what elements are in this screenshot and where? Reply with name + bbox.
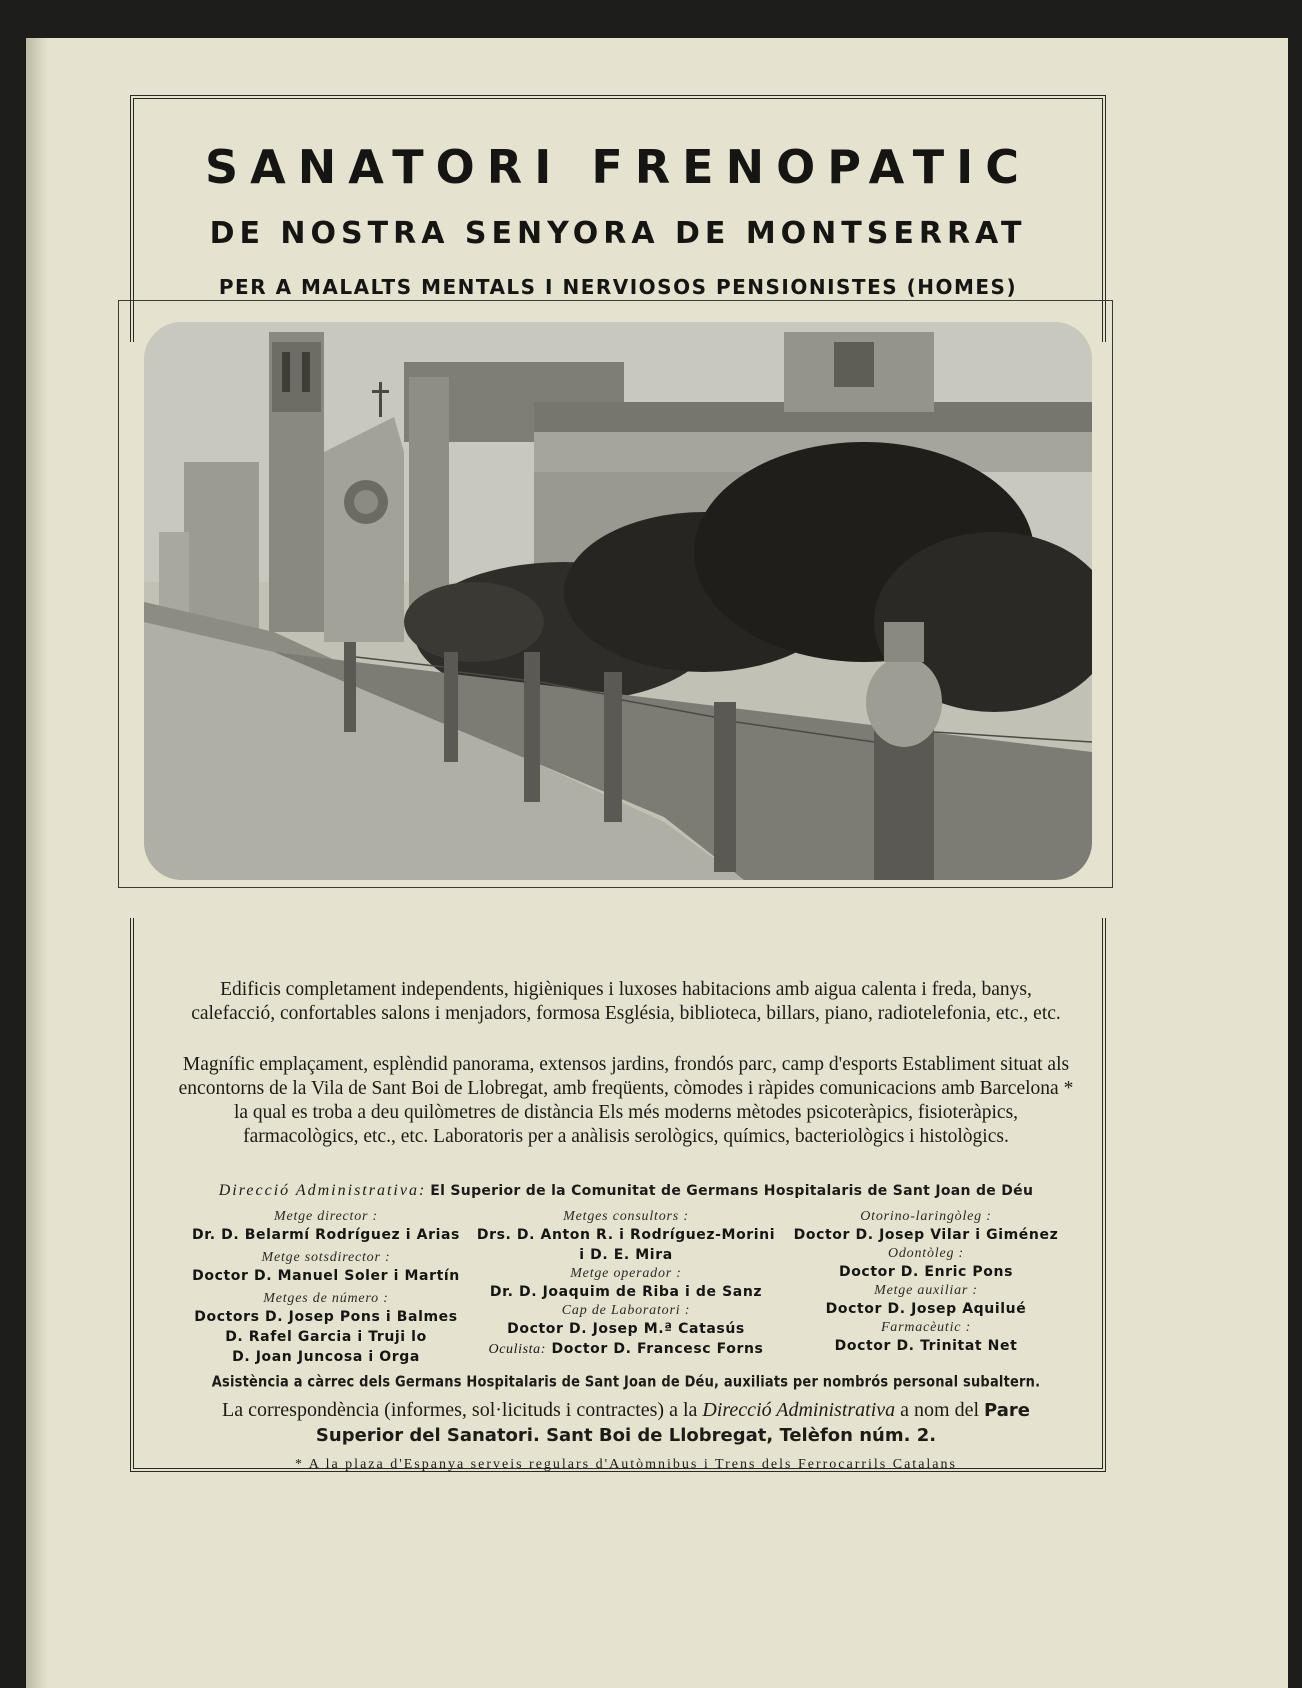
staff-name: Dr. D. Belarmí Rodríguez i Arias bbox=[192, 1227, 460, 1243]
staff-role: Metge director : bbox=[273, 1209, 379, 1224]
amenities-paragraph: Edificis completament independents, higièniques i luxoses habitacions amb aigua calenta i freda, banys, calefacció, confortables salons i menjadors, formosa Església, biblioteca, billars, piano, radiotelefonia, etc., etc. bbox=[191, 979, 1061, 1024]
transport-footnote: * A la plaza d'Espanya serveis regulars d'Autòmnibus i Trens dels Ferrocarrils Catalans bbox=[295, 1457, 957, 1472]
direction-label: Direcció Administrativa: bbox=[218, 1182, 427, 1199]
staff-role: Farmacèutic : bbox=[880, 1320, 972, 1335]
staff-role: Metges consultors : bbox=[563, 1209, 689, 1224]
staff-name: Doctor D. Josep Aquilué bbox=[825, 1301, 1027, 1317]
staff-name: D. Rafel Garcia i Truji lo bbox=[225, 1329, 427, 1345]
staff-role: Oculista: bbox=[488, 1342, 547, 1357]
staff-column-right bbox=[776, 1208, 1076, 1356]
staff-role: Metges de número : bbox=[263, 1291, 389, 1306]
direction-value: El Superior de la Comunitat de Germans Hospitalaris de Sant Joan de Déu bbox=[430, 1183, 1034, 1199]
oculist-line bbox=[476, 1339, 776, 1360]
staff-role: Metge sotsdirector : bbox=[261, 1250, 391, 1265]
assistance-line: Asistència a càrrec dels Germans Hospitalaris de Sant Joan de Déu, auxiliats per nombrós personal subaltern. bbox=[211, 1373, 1041, 1392]
staff-column-middle bbox=[476, 1208, 776, 1360]
staff-role: Otorino-laringòleg : bbox=[860, 1209, 992, 1224]
staff-name: i D. E. Mira bbox=[579, 1247, 673, 1263]
correspondence-direction: Direcció Administrativa bbox=[702, 1399, 896, 1421]
staff-role: Metge auxiliar : bbox=[874, 1283, 978, 1298]
staff-name: D. Joan Juncosa i Orga bbox=[232, 1349, 420, 1365]
correspondence-paragraph bbox=[176, 1398, 1076, 1448]
staff-name: Doctor D. Enric Pons bbox=[838, 1264, 1014, 1280]
staff-name: Doctor D. Trinitat Net bbox=[834, 1338, 1018, 1354]
staff-name: Drs. D. Anton R. i Rodríguez-Morini bbox=[476, 1227, 776, 1243]
building-photo bbox=[144, 322, 1092, 880]
sanatorium-title: SANATORI FRENOPATIC bbox=[205, 140, 1031, 194]
staff-role: Metge operador : bbox=[570, 1266, 682, 1281]
staff-name: Doctor D. Francesc Forns bbox=[551, 1341, 764, 1357]
staff-name: Doctors D. Josep Pons i Balmes bbox=[194, 1309, 458, 1325]
staff-column-left bbox=[176, 1208, 476, 1367]
staff-name: Doctor D. Josep M.ª Catasús bbox=[507, 1321, 745, 1337]
correspondence-text: La correspondència (informes, sol·licituds i contractes) a la bbox=[222, 1399, 698, 1421]
spine-shadow bbox=[26, 38, 48, 1688]
correspondence-text: a nom del bbox=[900, 1399, 980, 1421]
correspondence-address: Pare Superior del Sanatori. Sant Boi de Llobregat, Telèfon núm. 2. bbox=[315, 1400, 1030, 1446]
sanatorium-subtitle: DE NOSTRA SENYORA DE MONTSERRAT bbox=[209, 216, 1027, 251]
staff-role: Odontòleg : bbox=[887, 1246, 965, 1261]
sanatorium-tagline: PER A MALALTS MENTALS I NERVIOSOS PENSIONISTES (HOMES) bbox=[218, 275, 1018, 299]
staff-name: Doctor D. Manuel Soler i Martín bbox=[192, 1268, 460, 1284]
staff-role: Cap de Laboratori : bbox=[561, 1303, 691, 1318]
location-paragraph: Magnífic emplaçament, esplèndid panorama, extensos jardins, frondós parc, camp d'esports Establiment situat als encontorns de la Vila de Sant Boi de Llobregat, amb freqüents, còmodes i ràpides comunicacions amb Barcelona * la qual es troba a deu quilòmetres de distància Els més moderns mètodes psicoteràpics, fisioteràpics, farmacològics, etc., etc. Laboratoris per a anàlisis serològics, químics, bacteriològics i histològics. bbox=[178, 1054, 1074, 1147]
staff-name: Dr. D. Joaquim de Riba i de Sanz bbox=[489, 1284, 763, 1300]
staff-name: Doctor D. Josep Vilar i Giménez bbox=[793, 1227, 1059, 1243]
administrative-direction bbox=[176, 1182, 1076, 1200]
